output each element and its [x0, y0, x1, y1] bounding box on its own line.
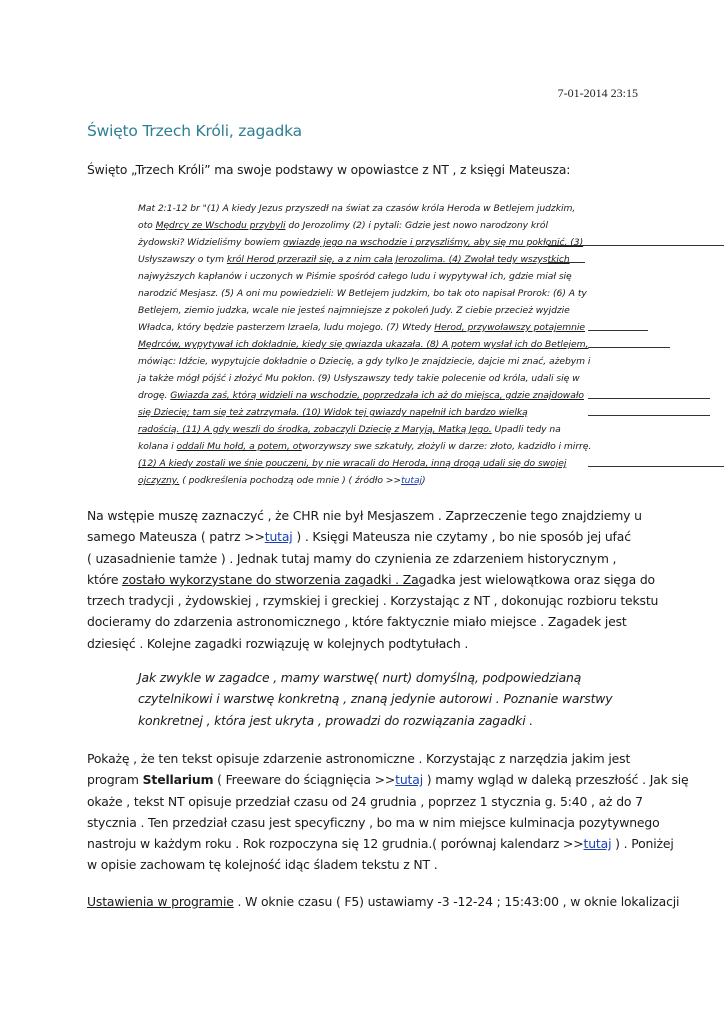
quote-line: mówiąc: Idźcie, wypytujcie dokładnie o Dziecię, a gdy tylko Je znajdziecie, dajcie mi znać, ażebym i	[138, 356, 591, 367]
quote-line: (12) A kiedy zostali we śnie pouczeni, by nie wracali do Heroda, inną drogą udali się do swojej	[138, 458, 567, 469]
quote-line: radością. (11) A gdy weszli do środka, zobaczyli Dziecię z Maryją, Matką Jego. Upadli tedy na	[138, 424, 561, 435]
quote-line: ojczyzny. ( podkreślenia pochodzą ode mnie ) ( źródło >>tutaj)	[138, 475, 426, 486]
text-line: samego Mateusza ( patrz >>tutaj ) . Księgi Mateusza nie czytamy , bo nie sposób jej ufać	[87, 529, 631, 545]
paragraph-stellarium	[87, 748, 689, 876]
quote-line: się Dziecię; tam się też zatrzymała. (10) Widok tej gwiazdy napełnił ich bardzo wielką	[138, 407, 528, 418]
underline-rule	[548, 245, 724, 246]
underline-rule	[548, 262, 585, 263]
paragraph-settings	[87, 891, 680, 912]
text-line: w opisie zachowam tę kolejność idąc śladem tekstu z NT .	[87, 857, 438, 873]
intro-text: Święto „Trzech Króli” ma swoje podstawy w opowiastce z NT , z księgi Mateusza:	[87, 163, 571, 177]
quote-line: ja także mógł pójść i złożyć Mu pokłon. (9) Usłyszawszy tedy takie polecenie od króla, udali się w	[138, 373, 580, 384]
quote-line: oto Mędrcy ze Wschodu przybyli do Jerozolimy (2) i pytali: Gdzie jest nowo narodzony król	[138, 220, 548, 231]
text-line: ( uzasadnienie tamże ) . Jednak tutaj mamy do czynienia ze zdarzeniem historycznym ,	[87, 550, 617, 566]
page-title: Święto Trzech Króli, zagadka	[87, 122, 302, 140]
text-line: Pokażę , że ten tekst opisuje zdarzenie astronomiczne . Korzystając z narzędzia jakim jest	[87, 751, 631, 766]
bible-quote	[138, 200, 592, 489]
text-line: okaże , tekst NT opisuje przedział czasu od 24 grudnia , poprzez 1 stycznia g. 5:40 , aż do 7	[87, 793, 643, 809]
quote-line: drogę. Gwiazda zaś, którą widzieli na wschodzie, poprzedzała ich aż do miejsca, gdzie znajdowało	[138, 390, 584, 401]
paragraph-intro-analysis	[87, 505, 659, 654]
settings-heading: Ustawienia w programie	[87, 894, 234, 909]
underline-rule	[588, 398, 710, 399]
inset-quote	[138, 667, 613, 731]
quote-line: żydowski? Widzieliśmy bowiem gwiazdę jego na wschodzie i przyszliśmy, aby się mu pokłonić. (3)	[138, 237, 584, 248]
inset-line: Jak zwykle w zagadce , mamy warstwę( nurt) domyślną, podpowiedzianą	[138, 670, 582, 685]
underline-rule	[588, 415, 710, 416]
quote-line: najwyższych kapłanów i uczonych w Piśmie spośród całego ludu i wypytywał ich, gdzie miał się	[138, 271, 572, 282]
text-line: Na wstępie muszę zaznaczyć , że CHR nie był Mesjaszem . Zaprzeczenie tego znajdziemy u	[87, 508, 642, 523]
underline-rule	[588, 466, 724, 467]
source-link[interactable]: tutaj	[401, 475, 423, 486]
text-line: program Stellarium ( Freeware do ściągnięcia >>tutaj ) mamy wgląd w daleką przeszłość . Jak się	[87, 772, 689, 788]
text-line: docieramy do zdarzenia astronomicznego , które faktycznie miało miejsce . Zagadek jest	[87, 614, 627, 630]
text-line: stycznia . Ten przedział czasu jest specyficzny , bo ma w nim miejsce kulminacja pozytywnego	[87, 814, 660, 830]
underline-rule	[588, 330, 648, 331]
quote-line: Władca, który będzie pasterzem Izraela, ludu mojego. (7) Wtedy Herod, przywoławszy potajemnie	[138, 322, 585, 333]
text-line: dziesięć . Kolejne zagadki rozwiązuję w kolejnych podtytułach .	[87, 635, 469, 651]
document-date: 7-01-2014 23:15	[557, 86, 638, 100]
quote-line: Mędrców, wypytywał ich dokładnie, kiedy się gwiazda ukazała. (8) A potem wysłał ich do Betlejem,	[138, 339, 589, 350]
quote-line: Usłyszawszy o tym król Herod przeraził się, a z nim cała Jerozolima. (4) Zwołał tedy wszystkich	[138, 254, 570, 265]
text-line: które zostało wykorzystane do stworzenia zagadki . Zagadka jest wielowątkowa oraz sięga do	[87, 571, 655, 587]
quote-line: kolana i oddali Mu hołd, a potem, otworzywszy swe szkatuły, złożyli w darze: złoto, kadzidło i mirrę.	[138, 441, 592, 452]
inset-line: czytelnikowi i warstwę konkretną , znaną jedynie autorowi . Poznanie warstwy	[138, 691, 613, 707]
quote-line: Betlejem, ziemio judzka, wcale nie jesteś najmniejsze z pokoleń Judy. Z ciebie przecież wyjdzie	[138, 305, 570, 316]
text-line: Ustawienia w programie . W oknie czasu ( F5) ustawiamy -3 -12-24 ; 15:43:00 , w oknie lokalizacji	[87, 894, 680, 909]
quote-line: narodzić Mesjasz. (5) A oni mu powiedzieli: W Betlejem judzkim, bo tak oto napisał Prorok: (6) A ty	[138, 288, 587, 299]
calendar-link[interactable]: tutaj	[583, 836, 612, 852]
stellarium-download-link[interactable]: tutaj	[395, 772, 423, 788]
underline-rule	[588, 347, 670, 348]
mateusz-link[interactable]: tutaj	[264, 529, 293, 545]
quote-line: Mat 2:1-12 br "(1) A kiedy Jezus przyszedł na świat za czasów króla Heroda w Betlejem judzkim,	[138, 203, 576, 214]
inset-line: konkretnej , która jest ukryta , prowadzi do rozwiązania zagadki .	[138, 712, 534, 728]
text-line: trzech tradycji , żydowskiej , rzymskiej i greckiej . Korzystając z NT , dokonując rozbioru tekstu	[87, 593, 659, 609]
text-line: nastroju w każdym roku . Rok rozpoczyna się 12 grudnia.( porównaj kalendarz >>tutaj ) . Poniżej	[87, 836, 674, 852]
